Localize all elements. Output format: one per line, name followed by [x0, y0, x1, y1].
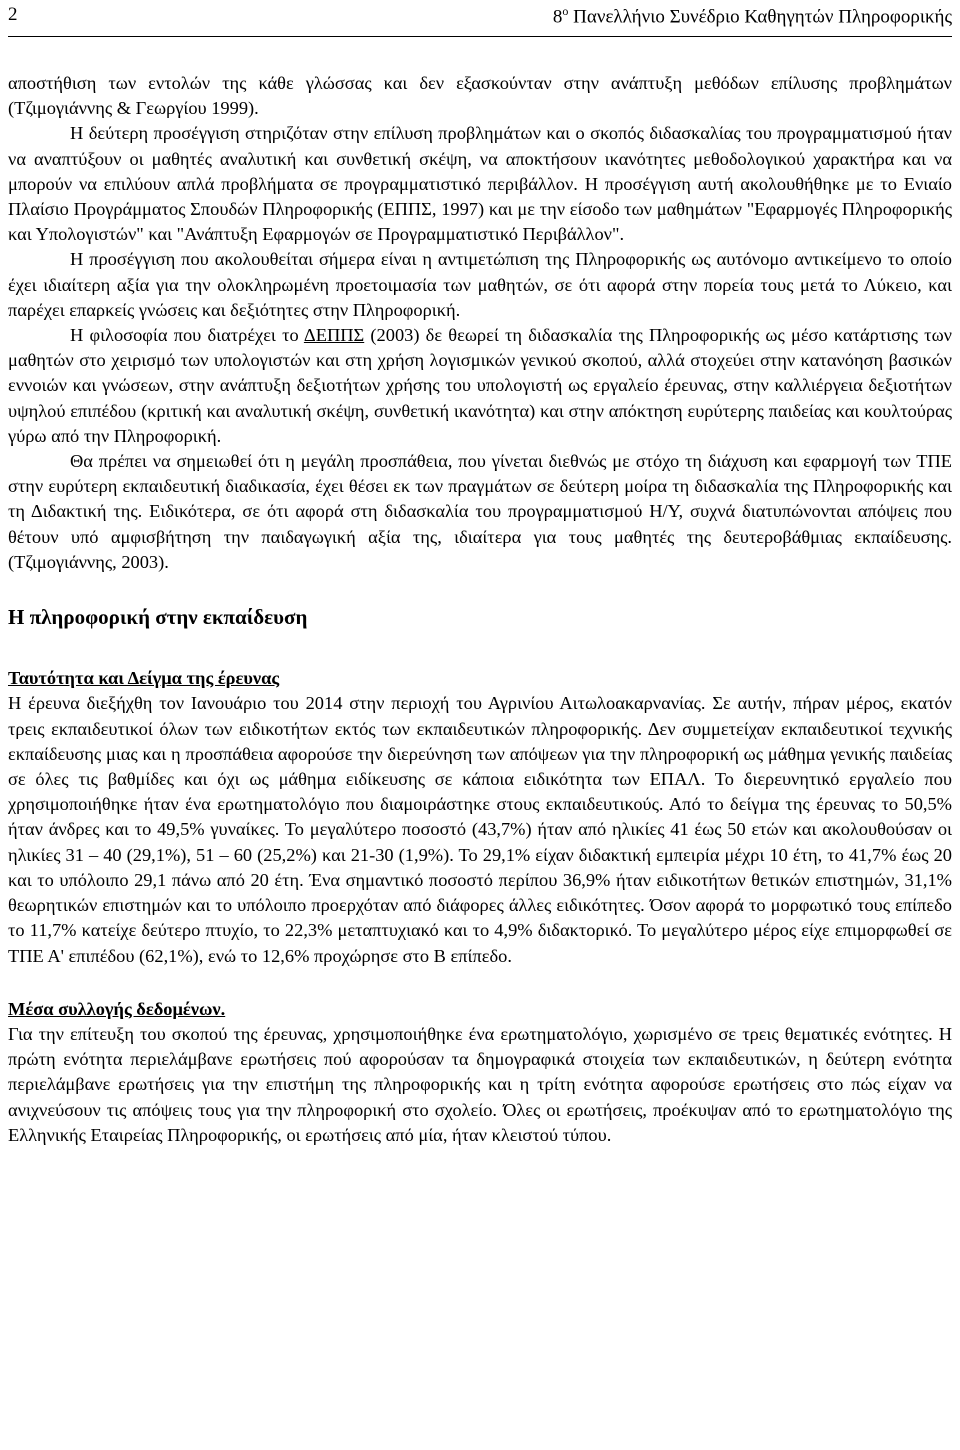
- paragraph: [8, 323, 952, 449]
- paragraph: Για την επίτευξη του σκοπού της έρευνας, χρησιμοποιήθηκε ένα ερωτηματολόγιο, χωρισμένο σε τρεις θεματικές ενότητες. Η πρώτη ενότητα περιελάμβανε ερωτήσεις πού αφορούσαν τα δημογραφικά στοιχεία των εκπαιδευτικών, η δεύτερη ενότητα περιελάμβανε ερωτήσεις για την επιστήμη της πληροφορικής και η τρίτη ενότητα αφορούσε ερωτήσεις στο πώς είχαν να ανιχνεύσουν τις απόψεις τους για την πληροφορική στο σχολείο. Όλες οι ερωτήσεις, προέκυψαν από το ερωτηματολόγιο της Ελληνικής Εταιρείας Πληροφορικής, οι ερωτήσεις από μία, ήταν κλειστού τύπου.: [8, 1023, 952, 1145]
- conference-ordinal-suffix: ο: [562, 4, 569, 18]
- paragraph: Η προσέγγιση που ακολουθείται σήμερα είναι η αντιμετώπιση της Πληροφορικής ως αυτόνομο αντικείμενο το οποίο έχει ιδιαίτερη αξία για την ολοκληρωμένη προετοιμασία των μαθητών, σε ότι αφορά στην πορεία τους μετά το Λύκειο, και παρέχει επαρκείς γνώσεις και δεξιότητες στην Πληροφορική.: [8, 249, 952, 320]
- subsection-heading: Μέσα συλλογής δεδομένων.: [8, 998, 226, 1019]
- section-heading: Η πληροφορική στην εκπαίδευση: [8, 605, 308, 630]
- page-header: [8, 0, 952, 37]
- paragraph: αποστήθιση των εντολών της κάθε γλώσσας και δεν εξασκούνταν στην ανάπτυξη μεθόδων επίλυσης προβλημάτων (Τζιμογιάννης & Γεωργίου 1999).: [8, 73, 952, 119]
- paragraph-text: Η φιλοσοφία που διατρέχει το: [70, 325, 304, 346]
- paragraph: Η δεύτερη προσέγγιση στηριζόταν στην επίλυση προβλημάτων και ο σκοπός διδασκαλίας του προγραμματισμού ήταν να αναπτύξουν οι μαθητές αναλυτική και συνθετική σκέψη, να αποκτήσουν ικανότητες μεθοδολογικού χαρακτήρα και να μπορούν να επιλύουν απλά προβλήματα σε προγραμματιστικό περιβάλλον. Η προσέγγιση αυτή ακολουθήθηκε με το Ενιαίο Πλαίσιο Προγράμματος Σπουδών Πληροφορικής (ΕΠΠΣ, 1997) και με την είσοδο των μαθημάτων "Εφαρμογές Πληροφορικής και Υπολογιστών" και "Ανάπτυξη Εφαρμογών σε Προγραμματιστικό Περιβάλλον".: [8, 123, 952, 245]
- conference-ordinal: 8: [552, 6, 563, 28]
- running-head: [553, 4, 952, 28]
- subsection-heading: Ταυτότητα και Δείγμα της έρευνας: [8, 668, 280, 689]
- body-text: [8, 71, 952, 1148]
- paragraph: Η έρευνα διεξήχθη τον Ιανουάριο του 2014 στην περιοχή του Αγρινίου Αιτωλοακαρνανίας. Σε αυτήν, πήραν μέρος, εκατόν τρεις εκπαιδευτικοί όλων των ειδικοτήτων εκτός των εκπαιδευτικών πληροφορικής. Δεν συμμετείχαν εκπαιδευτικοί τεχνικής εκπαίδευσης μιας και η προσπάθεια αφορούσε την διερεύνηση των απόψεων για την πληροφορική ως μάθημα γενικής παιδείας σε όλες τις βαθμίδες και όχι ως μάθημα ειδίκευσης σε κάποια ειδικότητα των ΕΠΑΛ. Το διερευνητικό εργαλείο που χρησιμοποιήθηκε ήταν ένα ερωτηματολόγιο που διαμοιράστηκε στους εκπαιδευτικούς. Από το δείγμα της έρευνας το 50,5% ήταν άνδρες και το 49,5% γυναίκες. Το μεγαλύτερο ποσοστό (43,7%) ήταν από ηλικίες 41 έως 50 ετών και ακολουθούσαν οι ηλικίες 31 – 40 (29,1%), 51 – 60 (25,2%) και 21-30 (1,9%). Το 29,1% είχαν διδακτική εμπειρία μέχρι 10 έτη, το 41,7% έως 20 και το υπόλοιπο 29,1 πάνω από 20 έτη. Ένα σημαντικό ποσοστό περίπου 36,9% ήταν ειδικοτήτων θετικών επιστημών, 31,1% θεωρητικών επιστημών και το υπόλοιπο προερχόταν από διάφορες άλλες ειδικότητες. Όσον αφορά το μορφωτικό τους επίπεδο το 11,7% κατείχε δεύτερο πτυχίο, το 22,3% μεταπτυχιακό και το 4,9% διδακτορικό. Το μεγαλύτερο μέρος είχε επιμορφωθεί σε ΤΠΕ Α' επιπέδου (62,1%), ενώ το 12,6% προχώρησε στο Β επίπεδο.: [8, 693, 952, 966]
- paragraph-text: (2003) δε θεωρεί τη διδασκαλία της Πληροφορικής ως μέσο κατάρτισης των μαθητών στο χειρισμό των υπολογιστών και στη χρήση λογισμικών γενικού σκοπού, αλλά στοχεύει στην κατανόηση βασικών εννοιών και γνώσεων, στην ανάπτυξη δεξιοτήτων χρήσης του υπολογιστή ως εργαλείο έρευνας, στην καλλιέργεια δεξιοτήτων υψηλού επιπέδου (κριτική και αναλυτική σκέψη, συνθετική ικανότητα) και στην απόκτηση ευρύτερης παιδείας και κουλτούρας γύρω από την Πληροφορική.: [8, 325, 952, 446]
- conference-title: Πανελλήνιο Συνέδριο Καθηγητών Πληροφορικής: [568, 6, 952, 28]
- page-number: 2: [8, 4, 18, 25]
- paragraph: Θα πρέπει να σημειωθεί ότι η μεγάλη προσπάθεια, που γίνεται διεθνώς με στόχο τη διάχυση και εφαρμογή των ΤΠΕ στην ευρύτερη εκπαιδευτική διαδικασία, έχει θέσει εκ των πραγμάτων σε δεύτερη μοίρα τη διδασκαλία της Πληροφορικής και τη Διδακτική της. Ειδικότερα, σε ότι αφορά στη διδασκαλία του προγραμματισμού Η/Υ, συχνά διατυπώνονται απόψεις που θέτουν υπό αμφισβήτηση την παιδαγωγική αξία της, ιδιαίτερα για τους μαθητές της δευτεροβάθμιας εκπαίδευσης. (Τζιμογιάννης, 2003).: [8, 451, 952, 572]
- underlined-term: ΔΕΠΠΣ: [303, 325, 365, 346]
